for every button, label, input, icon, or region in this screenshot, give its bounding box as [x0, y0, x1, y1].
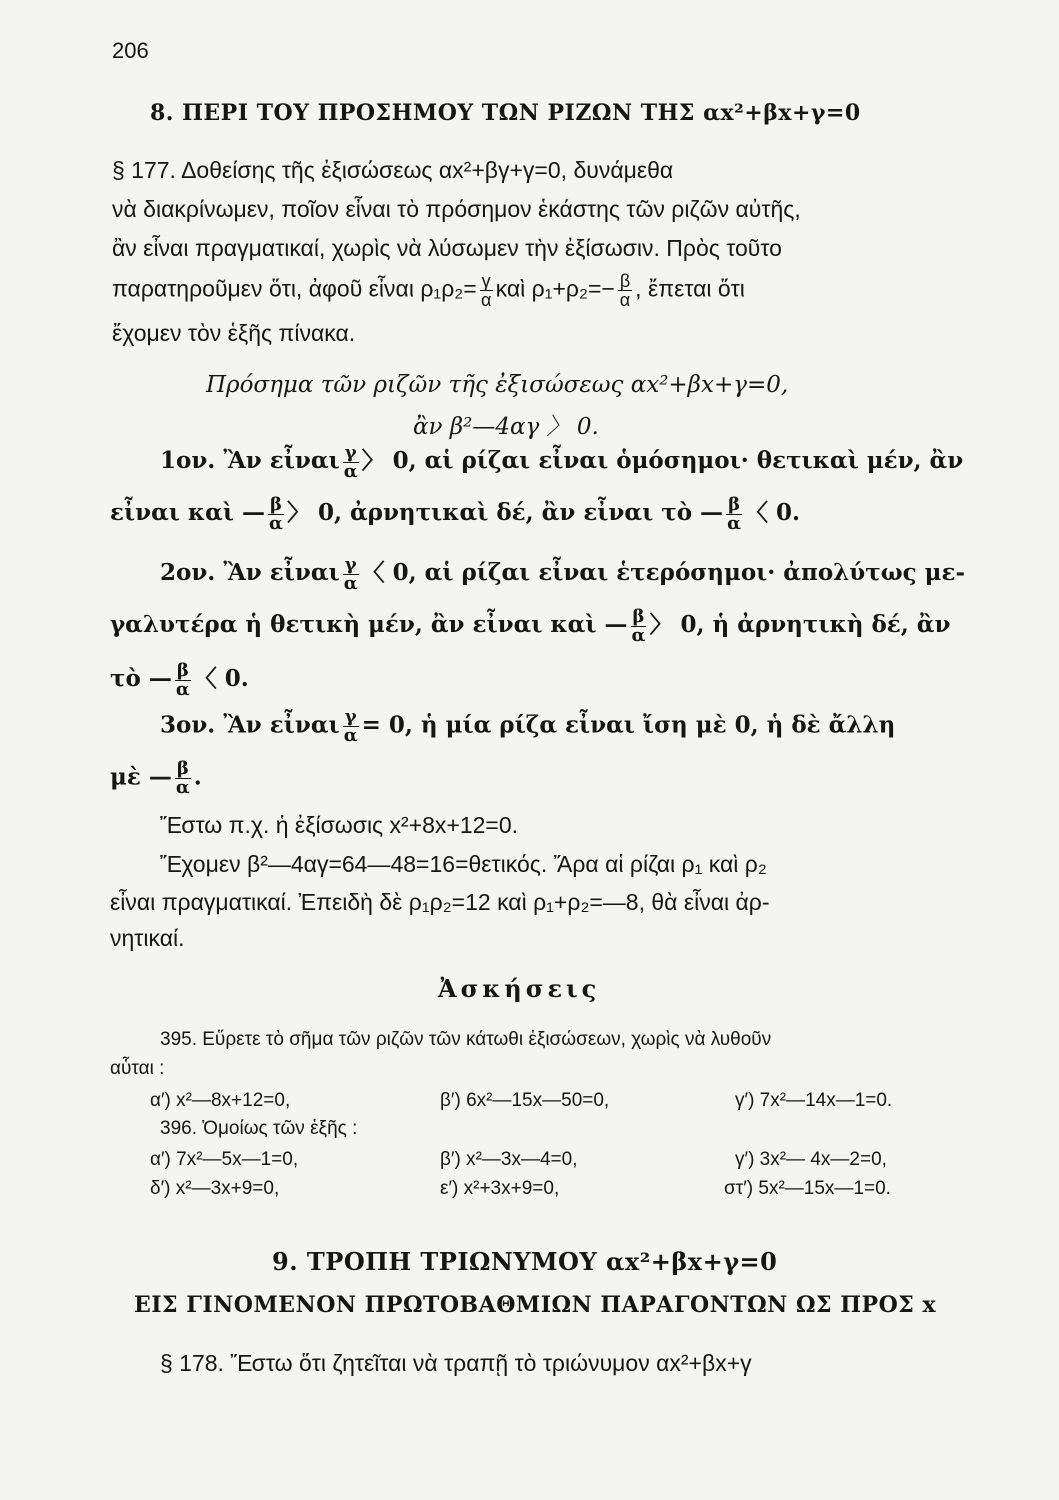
- p177-line-4-b: καὶ ρ₁+ρ₂=−: [495, 275, 615, 302]
- ex396-item-c: γ′) 3x²— 4x—2=0,: [735, 1149, 887, 1170]
- p178-line-1: § 178. Ἔστω ὅτι ζητεῖται νὰ τραπῇ τὸ τριώνυμον αx²+βx+γ: [160, 1350, 752, 1376]
- fraction-beta-alpha: $\frac{\beta}{\alpha}$: [619, 271, 631, 310]
- case-1-line-2: εἶναι καὶ — $\frac{\beta}{\alpha}$ 〉 0, ἀρνητικαὶ δέ, ἂν εἶναι τὸ — $\frac{\beta}{\alpha}$ 〈 0.: [110, 493, 801, 534]
- case-2-line-3: τὸ — $\frac{\beta}{\alpha}$ 〈 0.: [110, 659, 249, 700]
- section-9-heading-line-1: 9. ΤΡΟΠΗ ΤΡΙΩΝΥΜΟΥ αx²+βx+γ=0: [272, 1247, 778, 1276]
- table-title-line-1: Πρόσημα τῶν ριζῶν τῆς ἐξισώσεως αx²+βx+γ=0,: [206, 372, 789, 398]
- example-line-2: Ἔχομεν β²—4αγ=64—48=16=θετικός. Ἄρα αἱ ρίζαι ρ₁ καὶ ρ₂: [160, 851, 767, 877]
- example-line-4: νητικαί.: [110, 925, 185, 951]
- ex396-line-1: 396. Ὁμοίως τῶν ἑξῆς :: [160, 1118, 358, 1139]
- p177-line-4-a: παρατηροῦμεν ὅτι, ἀφοῦ εἶναι ρ₁ρ₂=: [112, 275, 477, 302]
- ex395-line-2: αὗται :: [110, 1058, 165, 1079]
- case-3-line-2: μὲ — $\frac{\beta}{\alpha}$ .: [110, 758, 202, 798]
- p177-line-4-c: , ἔπεται ὅτι: [635, 275, 745, 302]
- p177-line-4: [112, 272, 745, 309]
- ex396-item-e: ε′) x²+3x+9=0,: [440, 1178, 560, 1199]
- table-title-line-2: ἂν β²—4αγ 〉 0.: [413, 414, 599, 440]
- case-2-line-2: γαλυτέρα ἡ θετικὴ μέν, ἂν εἶναι καὶ — $\frac{\beta}{\alpha}$ 〉 0, ἡ ἀρνητικὴ δέ, ἂν: [110, 605, 951, 646]
- p177-line-2: νὰ διακρίνωμεν, ποῖον εἶναι τὸ πρόσημον ἑκάστης τῶν ριζῶν αὐτῆς,: [112, 196, 801, 222]
- fraction-gamma-alpha: $\frac{\gamma}{\alpha}$: [480, 271, 492, 310]
- p177-line-1: § 177. Δοθείσης τῆς ἐξισώσεως αx²+βγ+γ=0, δυνάμεθα: [112, 157, 674, 183]
- ex396-item-b: β′) x²—3x—4=0,: [440, 1149, 578, 1170]
- p177-line-3: ἂν εἶναι πραγματικαί, χωρὶς νὰ λύσωμεν τὴν ἐξίσωσιν. Πρὸς τοῦτο: [112, 235, 782, 261]
- ex395-item-a: α′) x²—8x+12=0,: [150, 1090, 291, 1111]
- example-line-1: Ἔστω π.χ. ἡ ἐξίσωσις x²+8x+12=0.: [160, 812, 519, 838]
- p177-line-5: ἔχομεν τὸν ἑξῆς πίνακα.: [112, 320, 356, 346]
- case-1-line-1: 1ον. Ἂν εἶναι $\frac{\gamma}{\alpha}$ 〉 0, αἱ ρίζαι εἶναι ὁμόσημοι· θετικαὶ μέν, ἂν: [160, 441, 964, 482]
- section-8-heading: 8. ΠΕΡΙ ΤΟΥ ΠΡΟΣΗΜΟΥ ΤΩΝ ΡΙΖΩΝ ΤΗΣ αx²+βx+γ=0: [150, 100, 861, 126]
- ex396-item-f: στ′) 5x²—15x—1=0.: [724, 1178, 891, 1199]
- example-line-3: εἶναι πραγματικαί. Ἐπειδὴ δὲ ρ₁ρ₂=12 καὶ ρ₁+ρ₂=—8, θὰ εἶναι ἀρ-: [110, 889, 770, 915]
- section-9-heading-line-2: ΕΙΣ ΓΙΝΟΜΕΝΟΝ ΠΡΩΤΟΒΑΘΜΙΩΝ ΠΑΡΑΓΟΝΤΩΝ ΩΣ ΠΡΟΣ x: [134, 1292, 937, 1318]
- case-2-line-1: 2ον. Ἂν εἶναι $\frac{\gamma}{\alpha}$ 〈 0, αἱ ρίζαι εἶναι ἑτερόσημοι· ἀπολύτως με-: [160, 553, 966, 594]
- ex396-item-a: α′) 7x²—5x—1=0,: [150, 1149, 299, 1170]
- ex395-item-b: β′) 6x²—15x—50=0,: [440, 1090, 610, 1111]
- exercises-heading: Ἀσκήσεις: [438, 974, 601, 1003]
- case-3-line-1: 3ον. Ἂν εἶναι $\frac{\gamma}{\alpha}$ = 0, ἡ μία ρίζα εἶναι ἴση μὲ 0, ἡ δὲ ἄλλη: [160, 706, 896, 746]
- page-number: 206: [112, 38, 149, 63]
- ex396-item-d: δ′) x²—3x+9=0,: [150, 1178, 280, 1199]
- ex395-item-c: γ′) 7x²—14x—1=0.: [735, 1090, 893, 1111]
- ex395-line-1: 395. Εὕρετε τὸ σῆμα τῶν ριζῶν τῶν κάτωθι ἐξισώσεων, χωρὶς νὰ λυθοῦν: [160, 1029, 772, 1050]
